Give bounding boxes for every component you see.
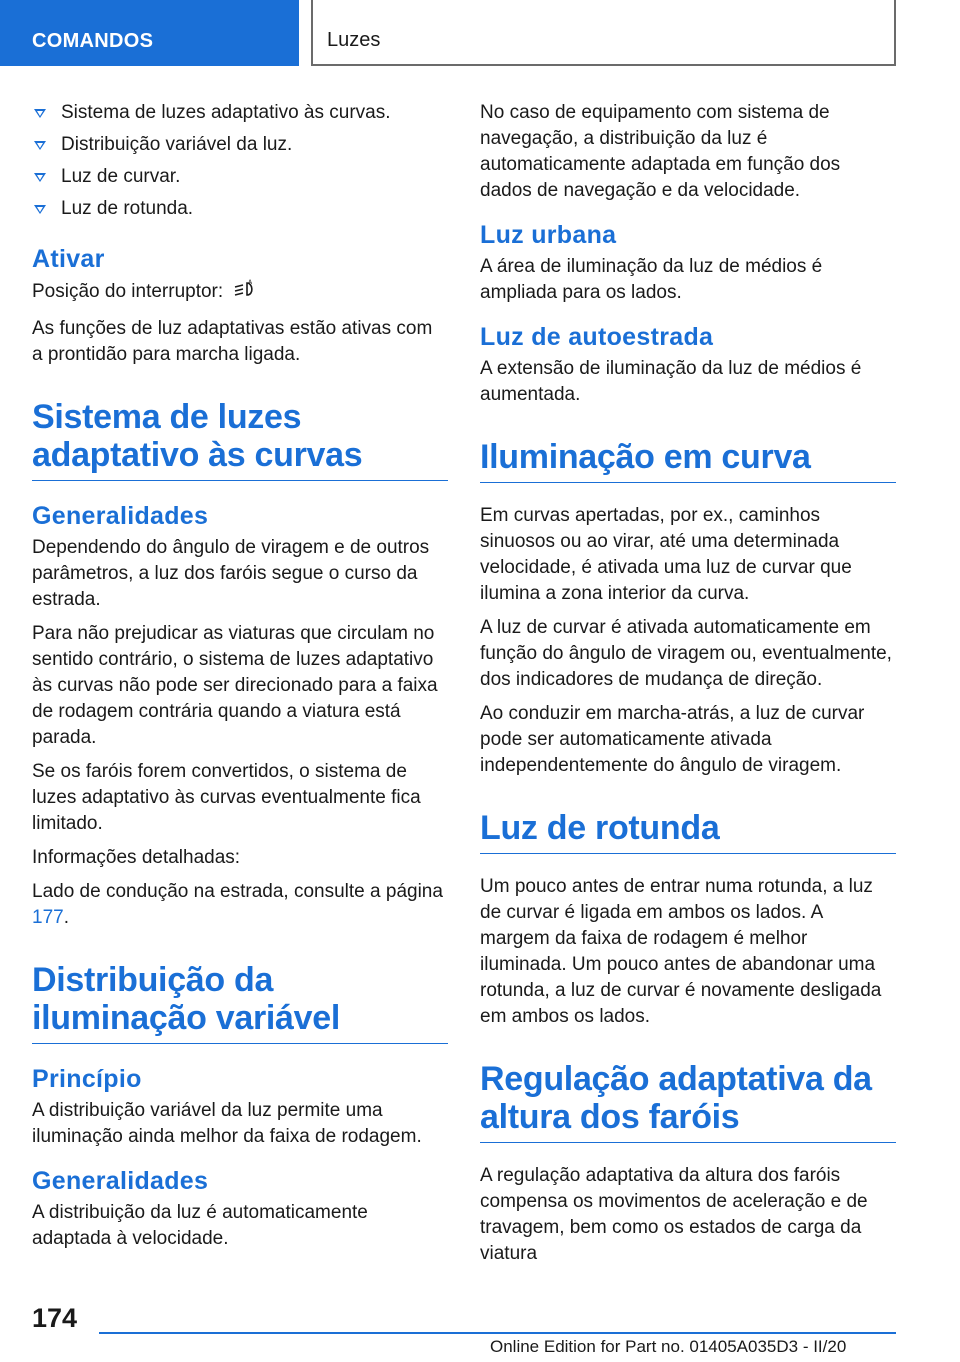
list-item: Luz de curvar. (32, 164, 448, 196)
triangle-bullet-icon (34, 141, 46, 150)
sistema-p1: Dependendo do ângulo de viragem e de outros parâmetros, a luz dos faróis segue o curso da estrada. (32, 537, 430, 610)
heading-generalidades-1: Generalidades (32, 502, 209, 530)
curva-p1: Em curvas apertadas, por ex., caminhos sinuosos ou ao virar, até uma determinada velocidade, é ativada uma luz de curvar que ilumina a zona interior da curva. (480, 505, 852, 604)
ativar-body: As funções de luz adaptativas estão ativas com a prontidão para marcha ligada. (32, 318, 433, 365)
list-item: Sistema de luzes adaptativo às curvas. (32, 100, 448, 132)
principio-body: A distribuição variável da luz permite uma iluminação ainda melhor da faixa de rodagem. (32, 1100, 422, 1147)
feature-list (32, 100, 448, 228)
regulacao-p1: A regulação adaptativa da altura dos faróis compensa os movimentos de aceleração e de travagem, bem como os estados de carga da viatura (480, 1165, 868, 1264)
title-distribuicao: Distribuição da iluminação variável (32, 961, 448, 1044)
left-column (32, 100, 448, 1260)
footer-divider (99, 1332, 896, 1334)
nav-body: No caso de equipamento com sistema de navegação, a distribuição da luz é automaticamente adaptada em função dos dados de navegação e da velocidade. (480, 102, 841, 201)
heading-luz-urbana: Luz urbana (480, 221, 617, 249)
heading-ativar: Ativar (32, 245, 105, 273)
sistema-p5: Lado de condução na estrada, consulte a página 177. (32, 881, 443, 928)
right-column (480, 100, 896, 1275)
autoestrada-body: A extensão de iluminação da luz de médios é aumentada. (480, 358, 862, 405)
title-iluminacao-curva: Iluminação em curva (480, 438, 896, 483)
rotunda-p1: Um pouco antes de entrar numa rotunda, a luz de curvar é ligada em ambos os lados. A margem da faixa de rodagem é melhor iluminada. Um pouco antes de abandonar uma rotunda, a luz de curvar é novamente desligada em ambos os lados. (480, 876, 882, 1027)
switch-position-text: Posição do interruptor: A (32, 278, 448, 308)
curva-p2: A luz de curvar é ativada automaticamente em função do ângulo de viragem ou, eventualmente, dos indicadores de mudança de direção. (480, 617, 892, 690)
title-sistema-luzes: Sistema de luzes adaptativo às curvas (32, 398, 448, 481)
curva-p3: Ao conduzir em marcha-atrás, a luz de curvar pode ser automaticamente ativada independentemente do ângulo de viragem. (480, 703, 865, 776)
heading-generalidades-2: Generalidades (32, 1167, 209, 1195)
auto-headlight-icon (229, 278, 257, 308)
section-tab: COMANDOS (0, 0, 299, 66)
sistema-p2: Para não prejudicar as viaturas que circulam no sentido contrário, o sistema de luzes adaptativo às curvas não pode ser direcionado para a faixa de rodagem contrária quando a viatura está parada. (32, 623, 438, 748)
distribuicao-general-body: A distribuição da luz é automaticamente adaptada à velocidade. (32, 1202, 368, 1249)
svg-text:A: A (248, 279, 253, 286)
page-number: 174 (32, 1303, 78, 1333)
title-regulacao: Regulação adaptativa da altura dos faróis (480, 1060, 896, 1143)
triangle-bullet-icon (34, 205, 46, 214)
list-item: Distribuição variável da luz. (32, 132, 448, 164)
sistema-p4: Informações detalhadas: (32, 847, 241, 868)
heading-principio: Princípio (32, 1065, 142, 1093)
title-luz-rotunda: Luz de rotunda (480, 809, 896, 854)
edition-footer: Online Edition for Part no. 01405A035D3 - II/20 (490, 1337, 847, 1356)
sistema-p3: Se os faróis forem convertidos, o sistema de luzes adaptativo às curvas eventualmente fica limitado. (32, 761, 421, 834)
list-item: Luz de rotunda. (32, 196, 448, 228)
urbana-body: A área de iluminação da luz de médios é ampliada para os lados. (480, 256, 823, 303)
triangle-bullet-icon (34, 109, 46, 118)
heading-luz-autoestrada: Luz de autoestrada (480, 323, 714, 351)
chapter-tab: Luzes (311, 0, 896, 66)
page-link[interactable]: 177 (32, 907, 64, 928)
triangle-bullet-icon (34, 173, 46, 182)
